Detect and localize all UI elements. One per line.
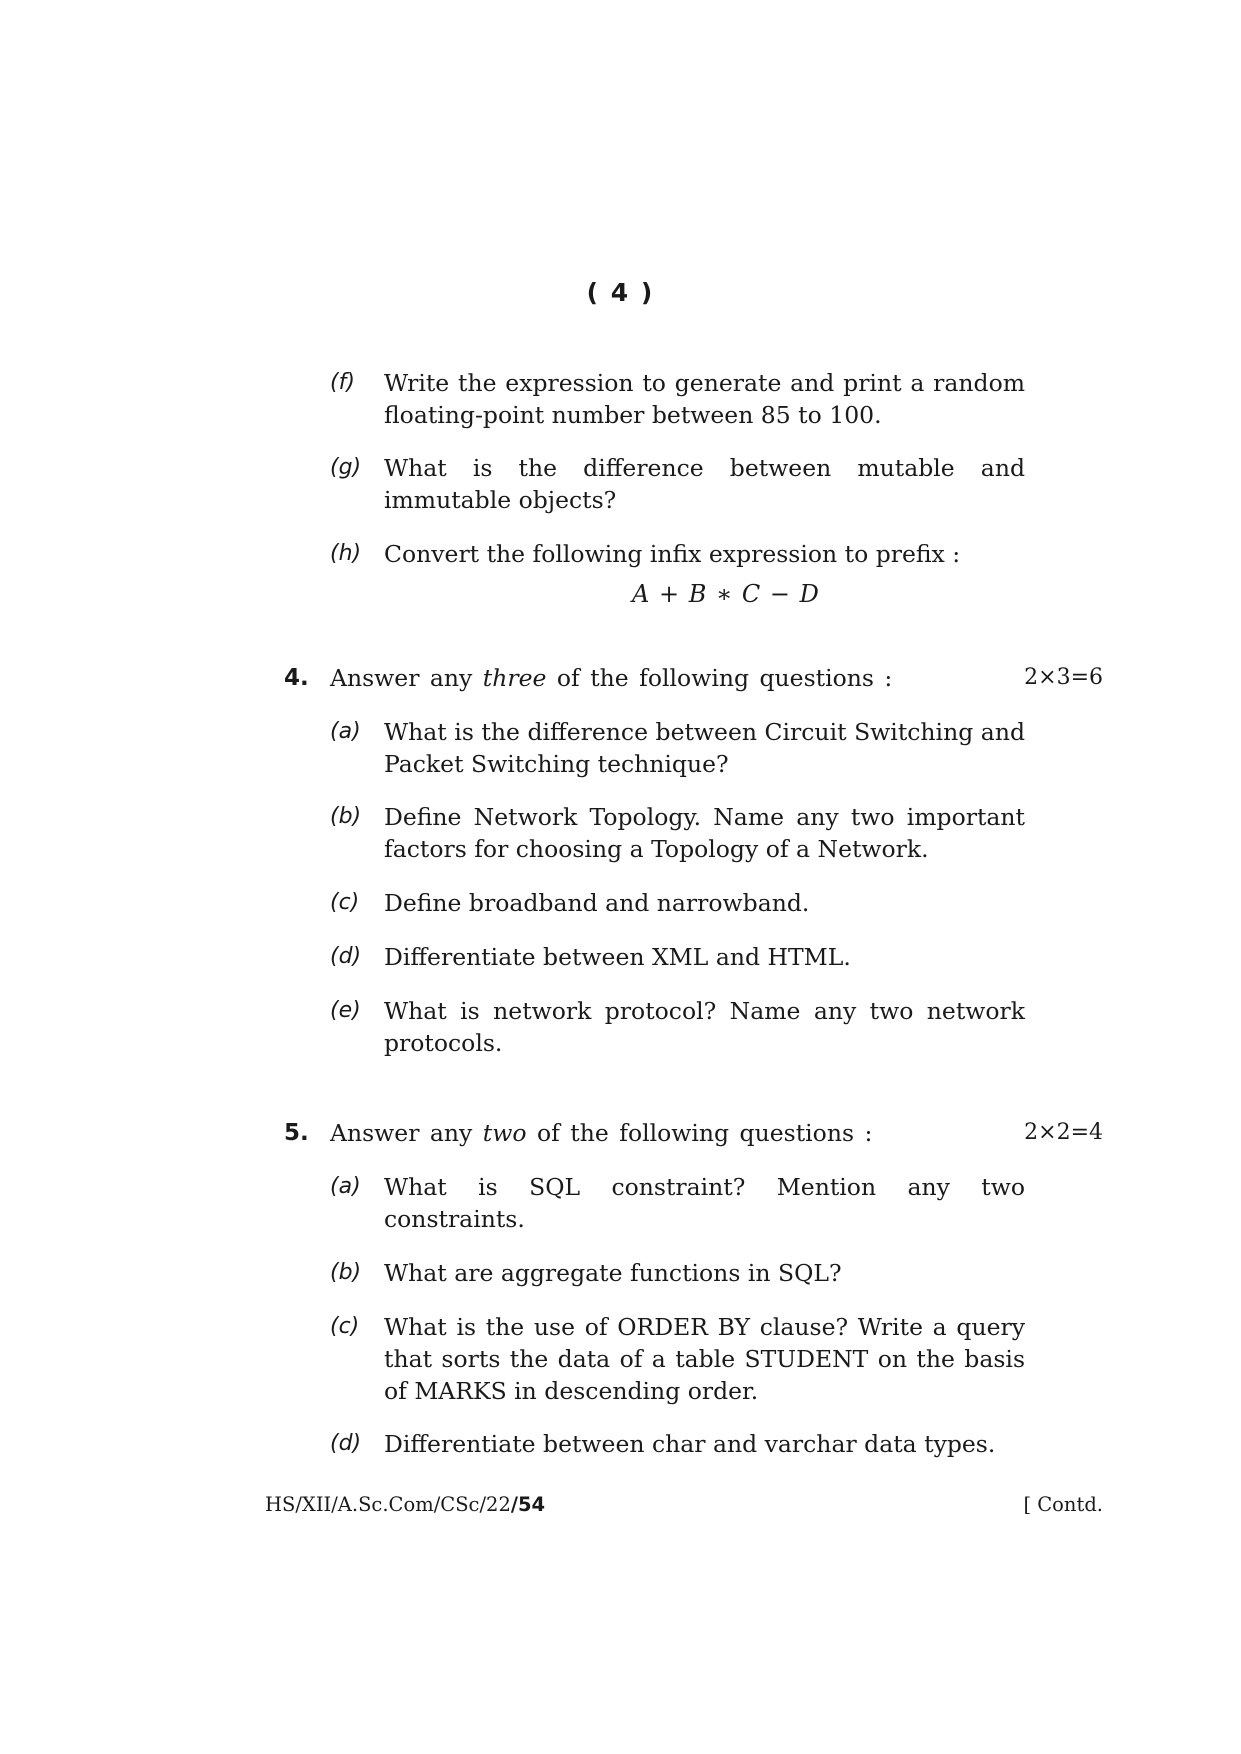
item-text: What are aggregate functions in SQL? <box>384 1259 842 1287</box>
item-label: (a) <box>330 719 361 744</box>
item-label: (c) <box>330 890 360 915</box>
item-label: (b) <box>330 804 362 829</box>
item-text: What is the difference between mutable and immutable objects? <box>384 454 1025 514</box>
item-text: Differentiate between XML and HTML. <box>384 943 851 971</box>
item-label: (d) <box>330 1431 362 1456</box>
item-label: (h) <box>330 541 362 566</box>
item-label: (a) <box>330 1174 361 1199</box>
item-text: Write the expression to generate and print a random floating-point number between 85 to 100. <box>384 369 1025 429</box>
item-text: Define Network Topology. Name any two important factors for choosing a Topology of a Network. <box>384 803 1025 863</box>
item-label: (b) <box>330 1260 362 1285</box>
item-text: Differentiate between char and varchar data types. <box>384 1430 996 1458</box>
paper-code: HS/XII/A.Sc.Com/CSc/22/54 <box>265 1493 546 1516</box>
question-number: 4. <box>284 665 309 691</box>
item-label: (d) <box>330 944 362 969</box>
item-label: (f) <box>330 370 355 395</box>
continued-marker: [ Contd. <box>1023 1493 1103 1516</box>
question-intro: Answer any two of the following questions : <box>330 1119 873 1147</box>
item-text: What is the use of ORDER BY clause? Write a query that sorts the data of a table STUDENT on the basis of MARKS in descending order. <box>384 1313 1025 1405</box>
question-5-heading <box>284 1117 1084 1149</box>
item-text: Convert the following infix expression to prefix : <box>384 540 961 568</box>
item-text: What is SQL constraint? Mention any two constraints. <box>384 1173 1025 1233</box>
question-4-heading <box>284 662 1084 694</box>
item-label: (g) <box>330 455 362 480</box>
item-label: (e) <box>330 998 361 1023</box>
marks-allocation: 2×2=4 <box>1024 1120 1103 1145</box>
item-text: Define broadband and narrowband. <box>384 889 810 917</box>
marks-allocation: 2×3=6 <box>1024 665 1103 690</box>
item-text: What is the difference between Circuit Switching and Packet Switching technique? <box>384 718 1025 778</box>
infix-expression: A + B ∗ C − D <box>632 580 820 608</box>
question-number: 5. <box>284 1120 309 1146</box>
item-label: (c) <box>330 1314 360 1339</box>
question-intro: Answer any three of the following questions : <box>330 664 893 692</box>
page-number: ( 4 ) <box>586 278 655 307</box>
item-text: What is network protocol? Name any two network protocols. <box>384 997 1025 1057</box>
